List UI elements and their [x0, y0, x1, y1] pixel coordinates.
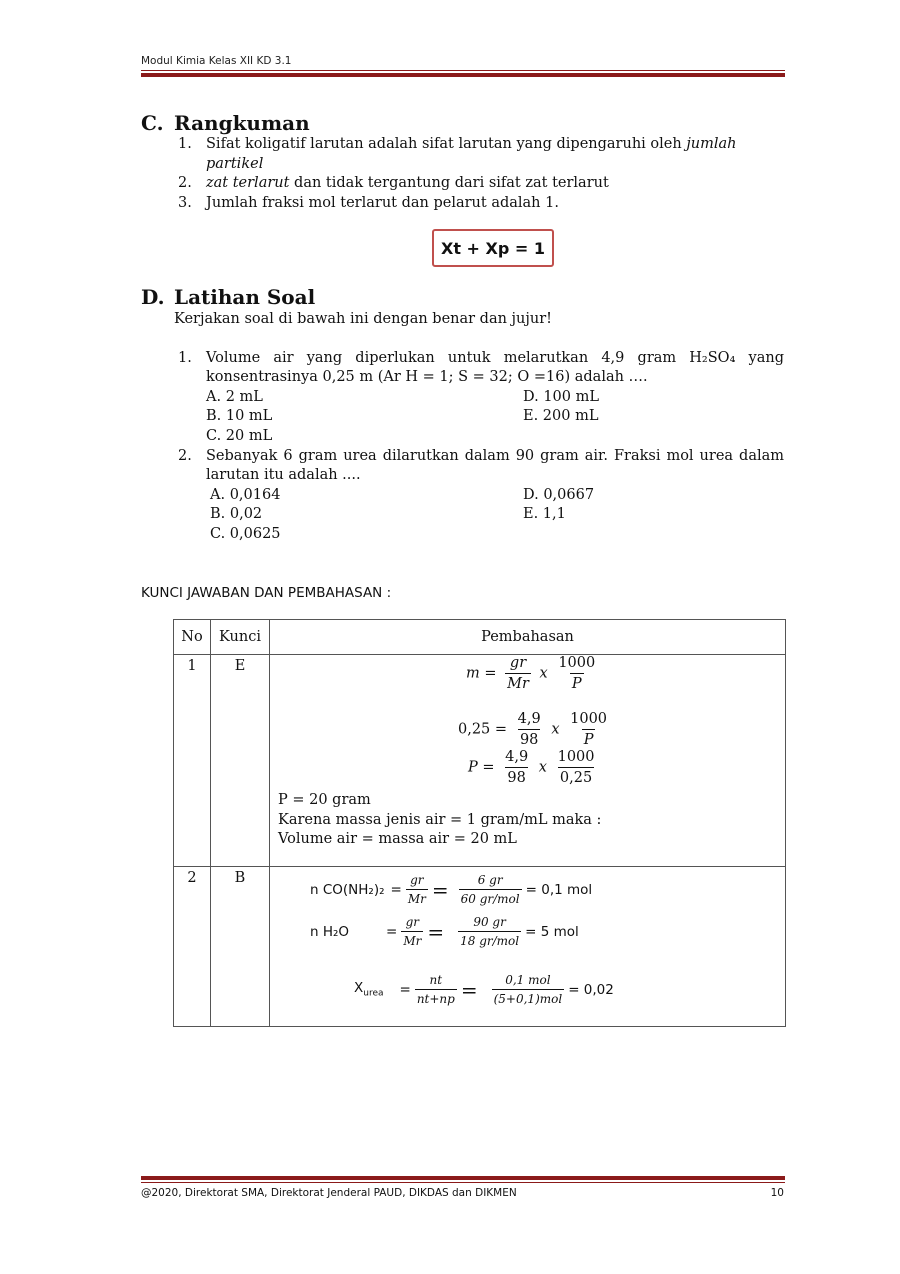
- equation-substitution: 0,25 = $\frac{4,9}{98}$ x $\frac{1000}{P}$: [458, 711, 608, 748]
- result-p: P = 20 gram: [278, 792, 371, 808]
- equation-molality: m = $\frac{gr}{Mr}$ x $\frac{1000}{P}$: [466, 655, 596, 692]
- exercise-intro: Kerjakan soal di bawah ini dengan benar dan jujur!: [174, 311, 552, 327]
- header-rule-thick: [141, 73, 785, 77]
- header-rule-thin: [141, 70, 785, 71]
- question-2-number: 2.: [178, 448, 192, 464]
- mole-fraction-formula-box: Xt + Xp = 1: [432, 229, 554, 267]
- question-2-option-d: D. 0,0667: [523, 487, 595, 503]
- question-1-option-e: E. 200 mL: [523, 408, 599, 424]
- header-no: No: [174, 620, 211, 655]
- row-1-no: 1: [174, 655, 211, 867]
- summary-item-2-number: 2.: [178, 175, 192, 191]
- answer-key-table: [173, 619, 786, 1027]
- table-row: [174, 867, 786, 1027]
- header-pembahasan: Pembahasan: [270, 620, 786, 655]
- row-1-kunci: E: [211, 655, 270, 867]
- question-1-line-2: konsentrasinya 0,25 m (Ar H = 1; S = 32; O =16) adalah ….: [206, 369, 648, 385]
- section-c-title: Rangkuman: [174, 111, 310, 135]
- running-header: Modul Kimia Kelas XII KD 3.1: [141, 55, 292, 67]
- summary-item-1-number: 1.: [178, 136, 192, 152]
- row-2-kunci: B: [211, 867, 270, 1027]
- footer-copyright: @2020, Direktorat SMA, Direktorat Jenderal PAUD, DIKDAS dan DIKMEN: [141, 1187, 517, 1199]
- question-2-option-e: E. 1,1: [523, 506, 566, 522]
- footer-rule-thick: [141, 1176, 785, 1180]
- question-1-option-c: C. 20 mL: [206, 428, 273, 444]
- section-d-title: Latihan Soal: [174, 285, 316, 309]
- footer-rule-thin: [141, 1182, 785, 1183]
- table-header-row: [174, 620, 786, 655]
- section-c-letter: C.: [141, 111, 164, 135]
- question-1-option-b: B. 10 mL: [206, 408, 273, 424]
- question-2-option-b: B. 0,02: [210, 506, 263, 522]
- question-1-option-a: A. 2 mL: [206, 389, 263, 405]
- equation-mol-water: n H₂O = $\frac{gr}{Mr}$ = $\frac{90 gr}{\text{18 gr/mol}}$ = 5 mol: [310, 915, 579, 948]
- table-row: [174, 655, 786, 867]
- row-2-no: 2: [174, 867, 211, 1027]
- question-2-option-a: A. 0,0164: [210, 487, 281, 503]
- equation-mol-urea: n CO(NH₂)₂ = $\frac{gr}{Mr}$ = $\frac{6 gr}{\text{60 gr/mol}}$ = 0,1 mol: [310, 873, 593, 906]
- question-1-option-d: D. 100 mL: [523, 389, 599, 405]
- summary-item-3-number: 3.: [178, 195, 192, 211]
- question-1-number: 1.: [178, 350, 192, 366]
- row-2-pembahasan: [270, 867, 786, 1027]
- section-d-letter: D.: [141, 285, 165, 309]
- question-2-line-1: Sebanyak 6 gram urea dilarutkan dalam 90 gram air. Fraksi mol urea dalam: [206, 448, 784, 464]
- answer-key-title: KUNCI JAWABAN DAN PEMBAHASAN :: [141, 585, 392, 601]
- row-1-pembahasan: [270, 655, 786, 867]
- equation-solve-p: P = $\frac{4,9}{98}$ x $\frac{1000}{0,25}$: [468, 749, 595, 786]
- question-2-line-2: larutan itu adalah ....: [206, 467, 361, 483]
- page-number: 10: [770, 1187, 784, 1199]
- question-2-option-c: C. 0,0625: [210, 526, 281, 542]
- summary-item-3-text: Jumlah fraksi mol terlarut dan pelarut adalah 1.: [206, 195, 559, 211]
- result-density: Karena massa jenis air = 1 gram/mL maka :: [278, 811, 602, 828]
- row-1-result: [278, 791, 601, 850]
- equation-mole-fraction-urea: $X_{urea}$ = $\frac{nt}{nt+np}$ = $\frac{\text{0,1 mol}}{\text{(5+0,1)mol}}$ = 0,02: [354, 973, 614, 1006]
- header-kunci: Kunci: [211, 620, 270, 655]
- question-1-line-1: Volume air yang diperlukan untuk melarutkan 4,9 gram H₂SO₄ yang: [206, 350, 784, 366]
- summary-item-1-text: Sifat koligatif larutan adalah sifat larutan yang dipengaruhi oleh jumlah partikel zat terlarut dan tidak tergantung dari sifat zat terlarut: [206, 136, 737, 191]
- result-volume: Volume air = massa air = 20 mL: [278, 831, 517, 847]
